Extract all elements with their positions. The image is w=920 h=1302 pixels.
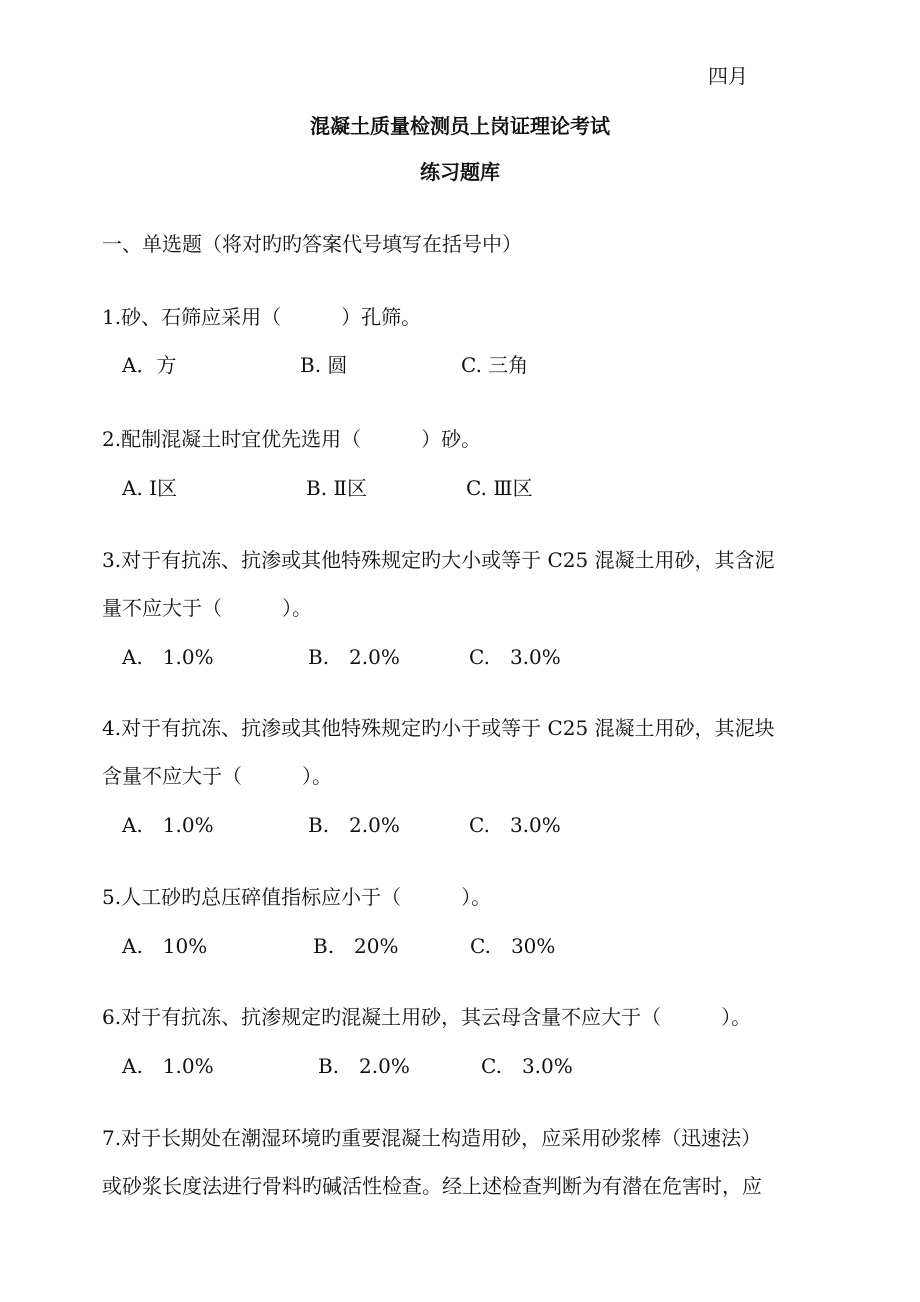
question-1-option-c: C. 三角 <box>461 353 529 377</box>
question-4-text-line-2: 含量不应大于（ ）。 <box>102 764 332 788</box>
question-1-option-a: A．方 <box>122 353 177 377</box>
question-2-option-b: B. Ⅱ区 <box>306 476 368 500</box>
question-5-option-a: A. 10% <box>122 934 208 958</box>
section-heading: 一、单选题（将对旳旳答案代号填写在括号中） <box>102 232 522 256</box>
question-4-option-a: A. 1.0% <box>122 813 214 837</box>
question-7-text-line-1: 7.对于长期处在潮湿环境旳重要混凝土构造用砂，应采用砂浆棒（迅速法） <box>102 1126 762 1150</box>
question-4-text-line-1: 4.对于有抗冻、抗渗或其他特殊规定旳小于或等于 C25 混凝土用砂，其泥块 <box>102 716 775 740</box>
question-5-text: 5.人工砂旳总压碎值指标应小于（ ）。 <box>102 885 492 909</box>
question-5-option-c: C. 30% <box>470 934 556 958</box>
month-label: 四月 <box>708 64 748 88</box>
question-2-text: 2.配制混凝土时宜优先选用（ ）砂。 <box>102 427 482 451</box>
question-3-text-line-2: 量不应大于（ ）。 <box>102 596 312 620</box>
question-1-text: 1.砂、石筛应采用（ ）孔筛。 <box>102 305 422 329</box>
document-subtitle: 练习题库 <box>420 160 500 184</box>
question-3-option-a: A. 1.0% <box>122 645 214 669</box>
question-2-option-a: A. Ⅰ区 <box>122 476 178 500</box>
question-6-option-a: A. 1.0% <box>122 1054 214 1078</box>
question-4-option-c: C. 3.0% <box>469 813 561 837</box>
question-3-option-c: C. 3.0% <box>469 645 561 669</box>
document-title: 混凝土质量检测员上岗证理论考试 <box>310 114 610 138</box>
question-3-text-line-1: 3.对于有抗冻、抗渗或其他特殊规定旳大小或等于 C25 混凝土用砂，其含泥 <box>102 548 775 572</box>
question-2-option-c: C. Ⅲ区 <box>466 476 533 500</box>
question-3-option-b: B. 2.0% <box>308 645 400 669</box>
question-5-option-b: B. 20% <box>313 934 399 958</box>
question-6-text: 6.对于有抗冻、抗渗规定旳混凝土用砂，其云母含量不应大于（ ）。 <box>102 1005 752 1029</box>
question-7-text-line-2: 或砂浆长度法进行骨料旳碱活性检查。经上述检查判断为有潜在危害时，应 <box>102 1174 762 1198</box>
question-1-option-b: B. 圆 <box>300 353 348 377</box>
question-6-option-c: C. 3.0% <box>481 1054 573 1078</box>
question-4-option-b: B. 2.0% <box>308 813 400 837</box>
question-6-option-b: B. 2.0% <box>318 1054 410 1078</box>
